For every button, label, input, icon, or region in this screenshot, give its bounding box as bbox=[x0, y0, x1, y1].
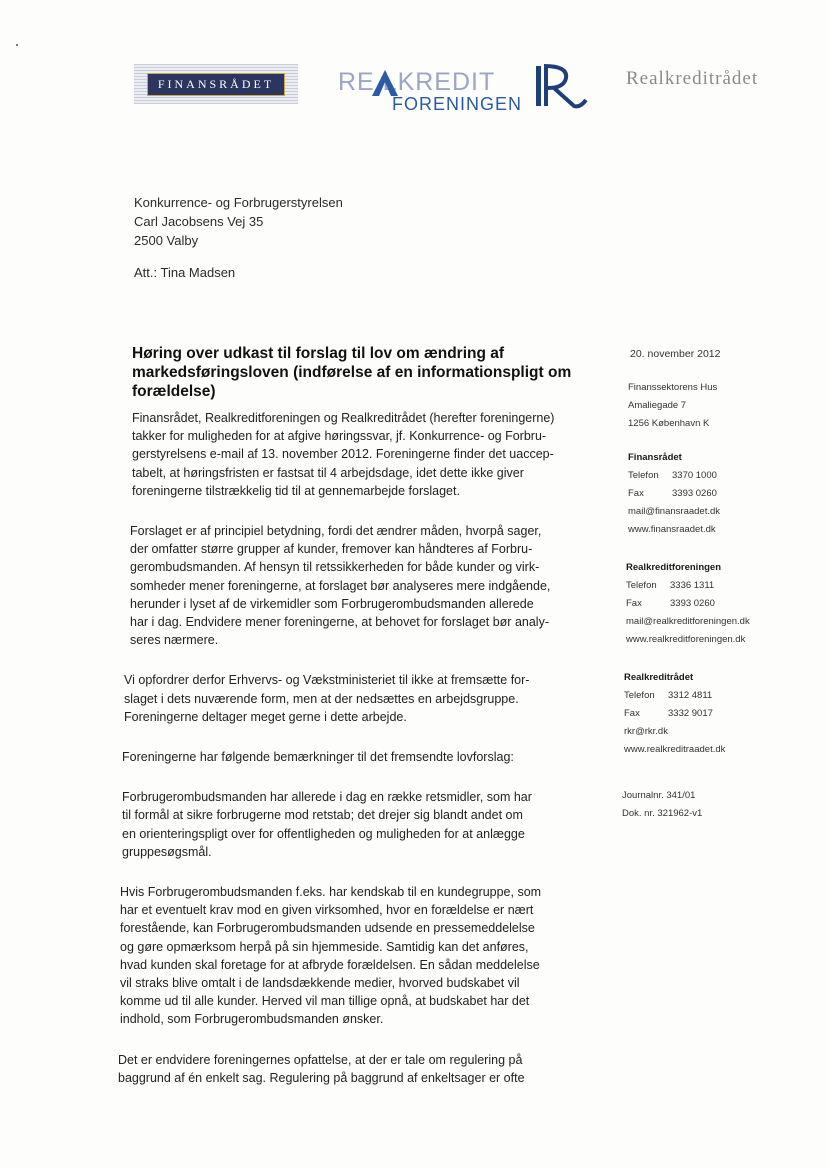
paragraph-2 bbox=[130, 522, 590, 649]
body-line: vil straks blive omtalt i de landsdækkende medier, hvorved budskabet vil bbox=[120, 976, 520, 991]
body-line: baggrund af én enkelt sag. Regulering på baggrund af enkeltsager er ofte bbox=[118, 1070, 525, 1085]
body-line: Vi opfordrer derfor Erhvervs- og Vækstministeriet til ikke at fremsætte for- bbox=[124, 673, 530, 688]
body-line: gruppesøgsmål. bbox=[122, 844, 212, 859]
paragraph-1 bbox=[132, 409, 590, 500]
body-line: takker for muligheden for at afgive høringssvar, jf. Konkurrence- og Forbru- bbox=[132, 429, 547, 444]
body-line: herunder i lyset af de virkemidler som Forbrugerombudsmanden allerede bbox=[130, 596, 534, 611]
org-block-realkreditforeningen bbox=[626, 559, 820, 649]
paragraph-6 bbox=[120, 883, 590, 1029]
telefon-label: Telefon bbox=[624, 690, 655, 701]
body-line: hvad kunden skal foretage for at afbryde forældelsen. En sådan meddelelse bbox=[120, 957, 540, 972]
scan-speck bbox=[16, 44, 18, 46]
telefon-value: 3336 1311 bbox=[670, 580, 715, 591]
journal-number: Journalnr. 341/01 bbox=[622, 790, 696, 801]
body-line: der omfatter større grupper af kunder, fremover kan håndteres af Forbru- bbox=[130, 542, 533, 557]
realkredit-logo-top: RE LKREDIT bbox=[338, 68, 496, 96]
finansraadet-logo-text: FINANSRÅDET bbox=[147, 73, 285, 96]
body-line: foreningerne tilstrækkelig tid til at gennemarbejde forslaget. bbox=[132, 483, 460, 498]
fax-label: Fax bbox=[624, 708, 640, 719]
finansraadet-logo bbox=[134, 64, 298, 104]
body-line: Forslaget er af principiel betydning, fordi det ændrer måden, hvorpå sager, bbox=[130, 524, 542, 539]
sender-sidebar bbox=[620, 345, 820, 823]
body-line: slaget i dets nuværende form, men at der nedsættes en arbejdsgruppe. bbox=[124, 691, 519, 706]
rr-monogram-icon bbox=[534, 64, 588, 110]
body-line: har i dag. Endvidere mener foreningerne, at behovet for forslaget bør analy- bbox=[130, 615, 549, 630]
telefon-value: 3312 4811 bbox=[668, 690, 713, 701]
body-line: somheder mener foreningerne, at forslaget bør analyseres mere indgående, bbox=[130, 578, 551, 593]
telefon-value: 3370 1000 bbox=[672, 470, 717, 481]
paragraph-5 bbox=[122, 788, 590, 861]
body-line: forestående, kan Forbrugerombudsmanden udsende en pressemeddelelse bbox=[120, 921, 535, 936]
body-line: gerombudsmanden. Af hensyn til retssikkerheden for både kunder og virk- bbox=[130, 560, 540, 575]
fax-value: 3393 0260 bbox=[670, 598, 715, 609]
telefon-label: Telefon bbox=[628, 470, 659, 481]
body-line: Hvis Forbrugerombudsmanden f.eks. har kendskab til en kundegruppe, som bbox=[120, 885, 542, 900]
attention-line: Att.: Tina Madsen bbox=[134, 265, 236, 280]
email-value: rkr@rkr.dk bbox=[624, 726, 668, 737]
body-line: gerstyrelsens e-mail af 13. november 2012. Foreningerne finder det uaccep- bbox=[132, 447, 554, 462]
recipient-address bbox=[134, 193, 343, 250]
org-block-realkreditraadet bbox=[624, 669, 820, 759]
document-number: Dok. nr. 321962-v1 bbox=[622, 808, 703, 819]
sender-address-line: 1256 København K bbox=[628, 418, 710, 429]
letter-title: Høring over udkast til forslag til lov om ændring af markedsføringsloven (indførelse af en informationspligt om forældelse) bbox=[132, 345, 572, 400]
body-line: har et eventuelt krav mod en given virksomhed, hvor en forældelse er nært bbox=[120, 903, 534, 918]
org-name: Realkreditrådet bbox=[624, 672, 694, 683]
body-line: og gøre opmærksom herpå på sin hjemmeside. Samtidig kan det anføres, bbox=[120, 939, 529, 954]
letter-body bbox=[120, 409, 590, 1087]
body-line: Det er endvidere foreningernes opfattelse, at der er tale om regulering på bbox=[118, 1052, 523, 1067]
org-name: Realkreditforeningen bbox=[626, 562, 722, 573]
fax-label: Fax bbox=[628, 488, 644, 499]
letter-date: 20. november 2012 bbox=[630, 348, 721, 360]
email-value: mail@realkreditforeningen.dk bbox=[626, 616, 750, 627]
realkreditforeningen-logo bbox=[338, 68, 523, 116]
paragraph-3 bbox=[124, 671, 590, 726]
realkredit-logo-bottom: FORENINGEN bbox=[392, 94, 523, 114]
body-line: Foreningerne deltager meget gerne i dette arbejde. bbox=[124, 709, 407, 724]
paragraph-4 bbox=[122, 748, 590, 766]
body-line: Finansrådet, Realkreditforeningen og Realkreditrådet (herefter foreningerne) bbox=[132, 411, 555, 425]
body-line: seres nærmere. bbox=[130, 633, 219, 648]
email-value: mail@finansraadet.dk bbox=[628, 506, 721, 517]
body-line: tabelt, at høringsfristen er fastsat til 4 arbejdsdage, idet dette ikke giver bbox=[132, 465, 524, 480]
realkredit-a-mark-icon bbox=[372, 70, 398, 96]
address-line: 2500 Valby bbox=[134, 233, 199, 248]
org-name: Finansrådet bbox=[628, 452, 682, 463]
web-value: www.realkreditforeningen.dk bbox=[626, 634, 746, 645]
realkreditraadet-logo-text: Realkreditrådet bbox=[626, 68, 759, 89]
web-value: www.finansraadet.dk bbox=[628, 524, 716, 535]
body-line: indhold, som Forbrugerombudsmanden ønsker. bbox=[120, 1012, 384, 1027]
address-line: Carl Jacobsens Vej 35 bbox=[134, 214, 264, 229]
telefon-label: Telefon bbox=[626, 580, 657, 591]
body-line: en orienteringspligt over for offentligheden og muligheden for at anlægge bbox=[122, 826, 525, 841]
fax-label: Fax bbox=[626, 598, 642, 609]
body-line: komme ud til alle kunder. Herved vil man tillige opnå, at budskabet har det bbox=[120, 994, 530, 1009]
address-line: Konkurrence- og Forbrugerstyrelsen bbox=[134, 195, 343, 210]
web-value: www.realkreditraadet.dk bbox=[624, 744, 726, 755]
paragraph-7 bbox=[118, 1051, 590, 1087]
fax-value: 3332 9017 bbox=[668, 708, 713, 719]
sender-address-line: Finanssektorens Hus bbox=[628, 382, 718, 393]
body-line: Foreningerne har følgende bemærkninger til det fremsendte lovforslag: bbox=[122, 750, 514, 765]
body-line: til formål at sikre forbrugerne mod retstab; det drejer sig blandt andet om bbox=[122, 808, 523, 823]
sender-address-line: Amaliegade 7 bbox=[628, 400, 687, 411]
fax-value: 3393 0260 bbox=[672, 488, 717, 499]
body-line: Forbrugerombudsmanden har allerede i dag en række retsmidler, som har bbox=[122, 790, 532, 805]
org-block-finansraadet bbox=[628, 449, 820, 539]
